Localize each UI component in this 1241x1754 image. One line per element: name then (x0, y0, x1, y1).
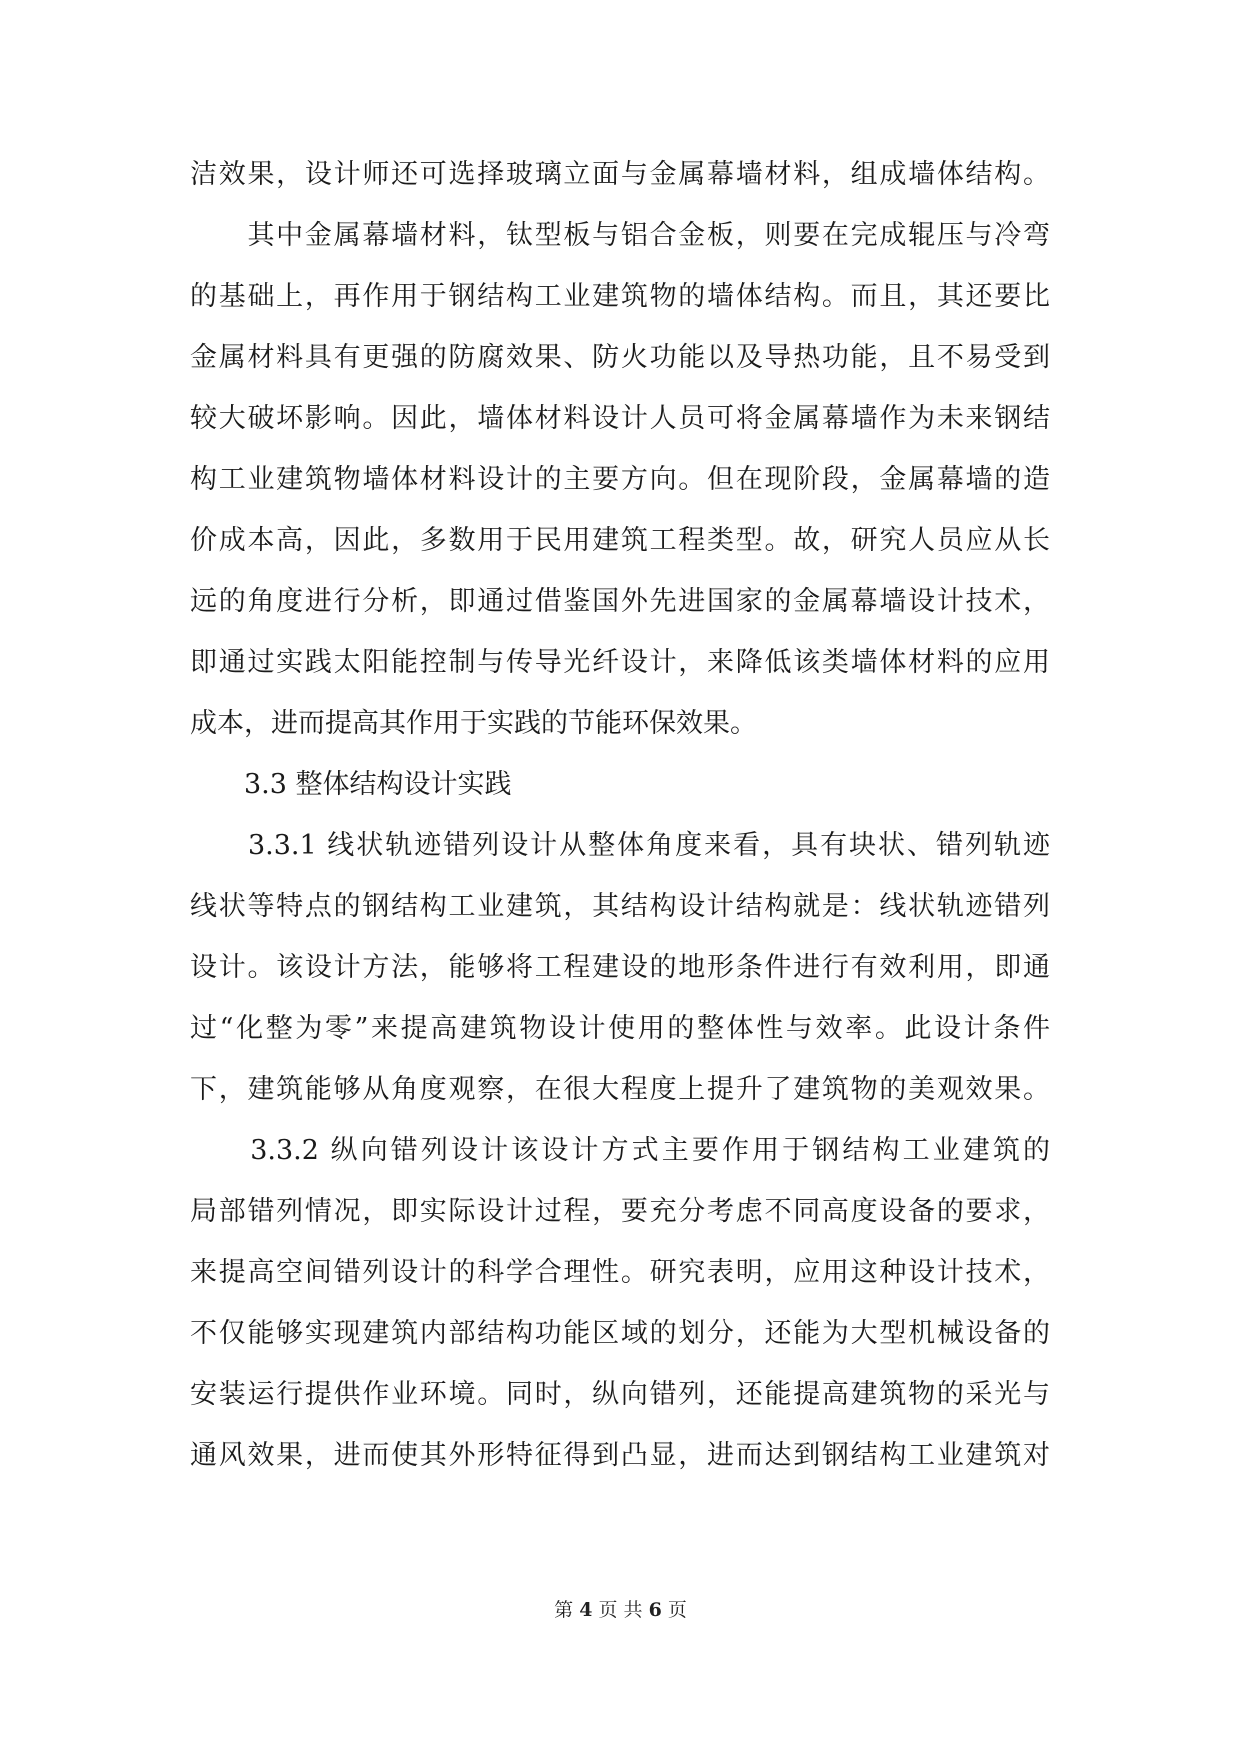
text-line: 即通过实践太阳能控制与传导光纤设计，来降低该类墙体材料的应用 (190, 647, 1050, 678)
text-line: 远的角度进行分析，即通过借鉴国外先进国家的金属幕墙设计技术， (190, 586, 1050, 617)
footer-suffix: 页 (667, 1599, 687, 1621)
current-page-number: 4 (579, 1599, 593, 1621)
page-number-footer (0, 1598, 1241, 1622)
text-line: 3.3.1 线状轨迹错列设计从整体角度来看，具有块状、错列轨迹 (190, 830, 1050, 861)
text-line: 下，建筑能够从角度观察，在很大程度上提升了建筑物的美观效果。 (190, 1074, 1050, 1105)
text-line: 过“化整为零”来提高建筑物设计使用的整体性与效率。此设计条件 (190, 1013, 1050, 1044)
text-line: 价成本高，因此，多数用于民用建筑工程类型。故，研究人员应从长 (190, 525, 1050, 556)
text-line: 局部错列情况，即实际设计过程，要充分考虑不同高度设备的要求， (190, 1196, 1050, 1227)
text-line: 通风效果，进而使其外形特征得到凸显，进而达到钢结构工业建筑对 (190, 1440, 1050, 1471)
text-line: 3.3.2 纵向错列设计该设计方式主要作用于钢结构工业建筑的 (190, 1135, 1050, 1166)
text-line: 成本，进而提高其作用于实践的节能环保效果。 (190, 708, 757, 739)
text-line: 洁效果，设计师还可选择玻璃立面与金属幕墙材料，组成墙体结构。 (190, 159, 1050, 190)
text-line: 的基础上，再作用于钢结构工业建筑物的墙体结构。而且，其还要比 (190, 281, 1050, 312)
text-line: 其中金属幕墙材料，钛型板与铝合金板，则要在完成辊压与冷弯 (190, 220, 1050, 251)
text-line: 较大破坏影响。因此，墙体材料设计人员可将金属幕墙作为未来钢结 (190, 403, 1050, 434)
footer-prefix: 第 (554, 1599, 574, 1621)
text-line: 来提高空间错列设计的科学合理性。研究表明，应用这种设计技术， (190, 1257, 1050, 1288)
text-line: 构工业建筑物墙体材料设计的主要方向。但在现阶段，金属幕墙的造 (190, 464, 1050, 495)
total-pages-number: 6 (648, 1599, 662, 1621)
text-line: 金属材料具有更强的防腐效果、防火功能以及导热功能，且不易受到 (190, 342, 1050, 373)
text-line: 设计。该设计方法，能够将工程建设的地形条件进行有效利用，即通 (190, 952, 1050, 983)
text-line: 线状等特点的钢结构工业建筑，其结构设计结构就是：线状轨迹错列 (190, 891, 1050, 922)
text-line: 安装运行提供作业环境。同时，纵向错列，还能提高建筑物的采光与 (190, 1379, 1050, 1410)
section-heading: 3.3 整体结构设计实践 (190, 769, 512, 800)
text-line: 不仅能够实现建筑内部结构功能区域的划分，还能为大型机械设备的 (190, 1318, 1050, 1349)
footer-middle: 页 共 (598, 1599, 643, 1621)
